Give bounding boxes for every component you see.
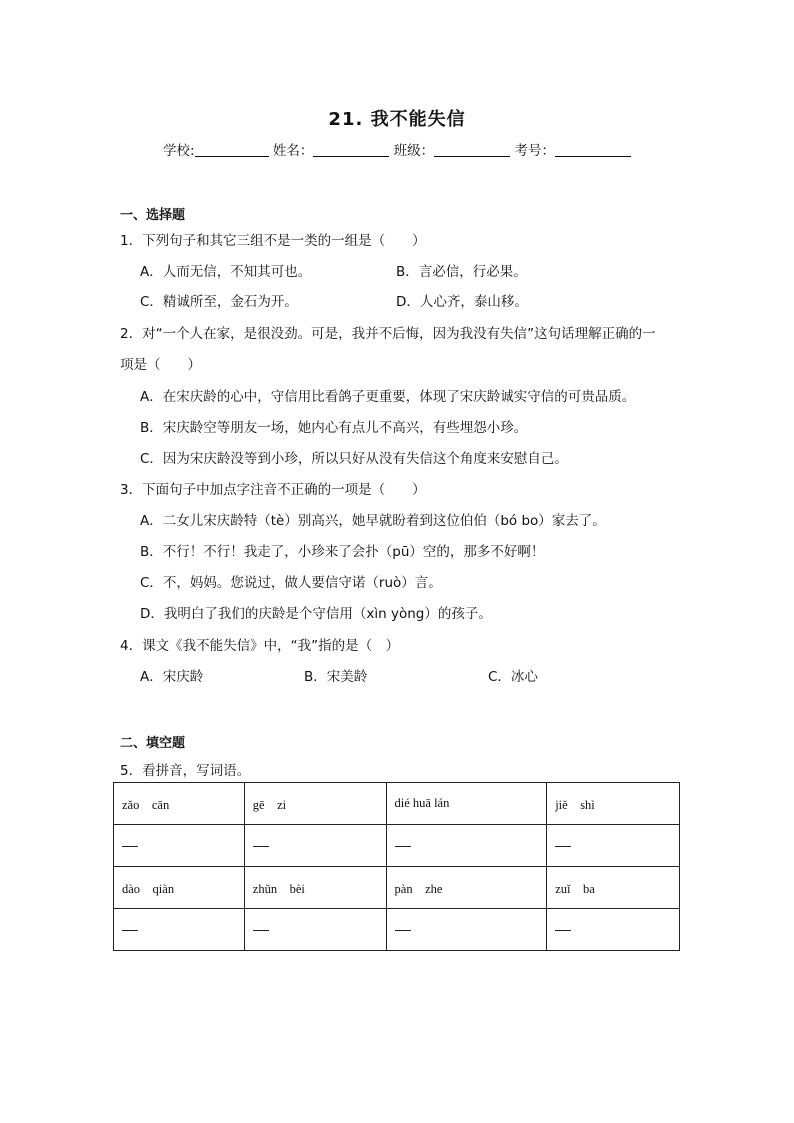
answer-row	[114, 825, 680, 867]
name-blank[interactable]	[313, 142, 389, 157]
answer-cell[interactable]	[547, 825, 680, 867]
answer-cell[interactable]	[114, 909, 245, 951]
pinyin-cell: zǎo cān	[114, 783, 245, 825]
page-title: 21. 我不能失信	[328, 109, 466, 130]
question-1-option-b: B．言必信，行必果。	[396, 264, 527, 280]
answer-blank	[555, 846, 571, 847]
pinyin-row	[114, 783, 680, 825]
answer-blank	[395, 930, 411, 931]
pinyin-cell: jiě shì	[547, 783, 680, 825]
school-label: 学校:	[163, 143, 195, 159]
question-4-option-c: C．冰心	[488, 669, 538, 685]
pinyin-cell: dié huā lán	[386, 783, 547, 825]
answer-blank	[122, 930, 138, 931]
question-1-option-c: C．精诚所至，金石为开。	[140, 294, 298, 310]
question-1-option-a: A．人而无信，不知其可也。	[140, 264, 312, 280]
exam-number-label: 考号：	[514, 143, 555, 159]
school-blank[interactable]	[195, 142, 269, 157]
answer-cell[interactable]	[386, 909, 547, 951]
section-fill-heading: 二、填空题	[120, 736, 186, 751]
answer-row	[114, 909, 680, 951]
question-2-stem-line2: 项是（ ）	[120, 357, 201, 373]
question-2-option-b: B．宋庆龄空等朋友一场，她内心有点儿不高兴，有些埋怨小珍。	[140, 420, 528, 436]
question-5-stem: 5．看拼音，写词语。	[120, 763, 251, 779]
answer-blank	[253, 846, 269, 847]
question-3-stem: 3．下面句子中加点字注音不正确的一项是（ ）	[120, 482, 426, 498]
pinyin-cell: dào qiàn	[114, 867, 245, 909]
name-label: 姓名：	[272, 143, 314, 159]
pinyin-cell: zuǐ ba	[547, 867, 680, 909]
question-2-option-a: A．在宋庆龄的心中，守信用比看鸽子更重要，体现了宋庆龄诚实守信的可贵品质。	[140, 389, 636, 405]
question-1-option-d: D．人心齐，泰山移。	[396, 294, 528, 310]
answer-cell[interactable]	[547, 909, 680, 951]
answer-blank	[253, 930, 269, 931]
answer-blank	[555, 930, 571, 931]
question-2-stem-line1: 2．对“一个人在家，是很没劲。可是，我并不后悔，因为我没有失信”这句话理解正确的一	[120, 326, 656, 342]
pinyin-row	[114, 867, 680, 909]
question-3-option-d: D．我明白了我们的庆龄是个守信用（xìn yòng）的孩子。	[140, 606, 492, 622]
question-1-stem: 1．下列句子和其它三组不是一类的一组是（ ）	[120, 233, 426, 249]
answer-cell[interactable]	[386, 825, 547, 867]
answer-cell[interactable]	[114, 825, 245, 867]
section-choice-heading: 一、选择题	[120, 208, 186, 223]
answer-cell[interactable]	[244, 909, 386, 951]
question-4-stem: 4．课文《我不能失信》中，“我”指的是（ ）	[120, 638, 400, 654]
class-blank[interactable]	[434, 142, 510, 157]
pinyin-cell: gē zi	[244, 783, 386, 825]
exam-number-blank[interactable]	[555, 142, 631, 157]
class-label: 班级：	[393, 143, 435, 159]
question-3-option-c: C．不，妈妈。您说过，做人要信守诺（ruò）言。	[140, 575, 442, 591]
pinyin-cell: pàn zhe	[386, 867, 547, 909]
answer-blank	[395, 846, 411, 847]
pinyin-cell: zhǔn bèi	[244, 867, 386, 909]
question-4-option-b: B．宋美龄	[304, 669, 368, 685]
pinyin-table	[113, 782, 680, 951]
question-3-option-b: B．不行！不行！我走了，小珍来了会扑（pū）空的，那多不好啊！	[140, 544, 545, 560]
answer-cell[interactable]	[244, 825, 386, 867]
question-4-option-a: A．宋庆龄	[140, 669, 204, 685]
answer-blank	[122, 846, 138, 847]
question-2-option-c: C．因为宋庆龄没等到小珍，所以只好从没有失信这个角度来安慰自己。	[140, 451, 568, 467]
question-3-option-a: A．二女儿宋庆龄特（tè）别高兴，她早就盼着到这位伯伯（bó bo）家去了。	[140, 513, 606, 529]
student-info-line	[0, 139, 794, 159]
